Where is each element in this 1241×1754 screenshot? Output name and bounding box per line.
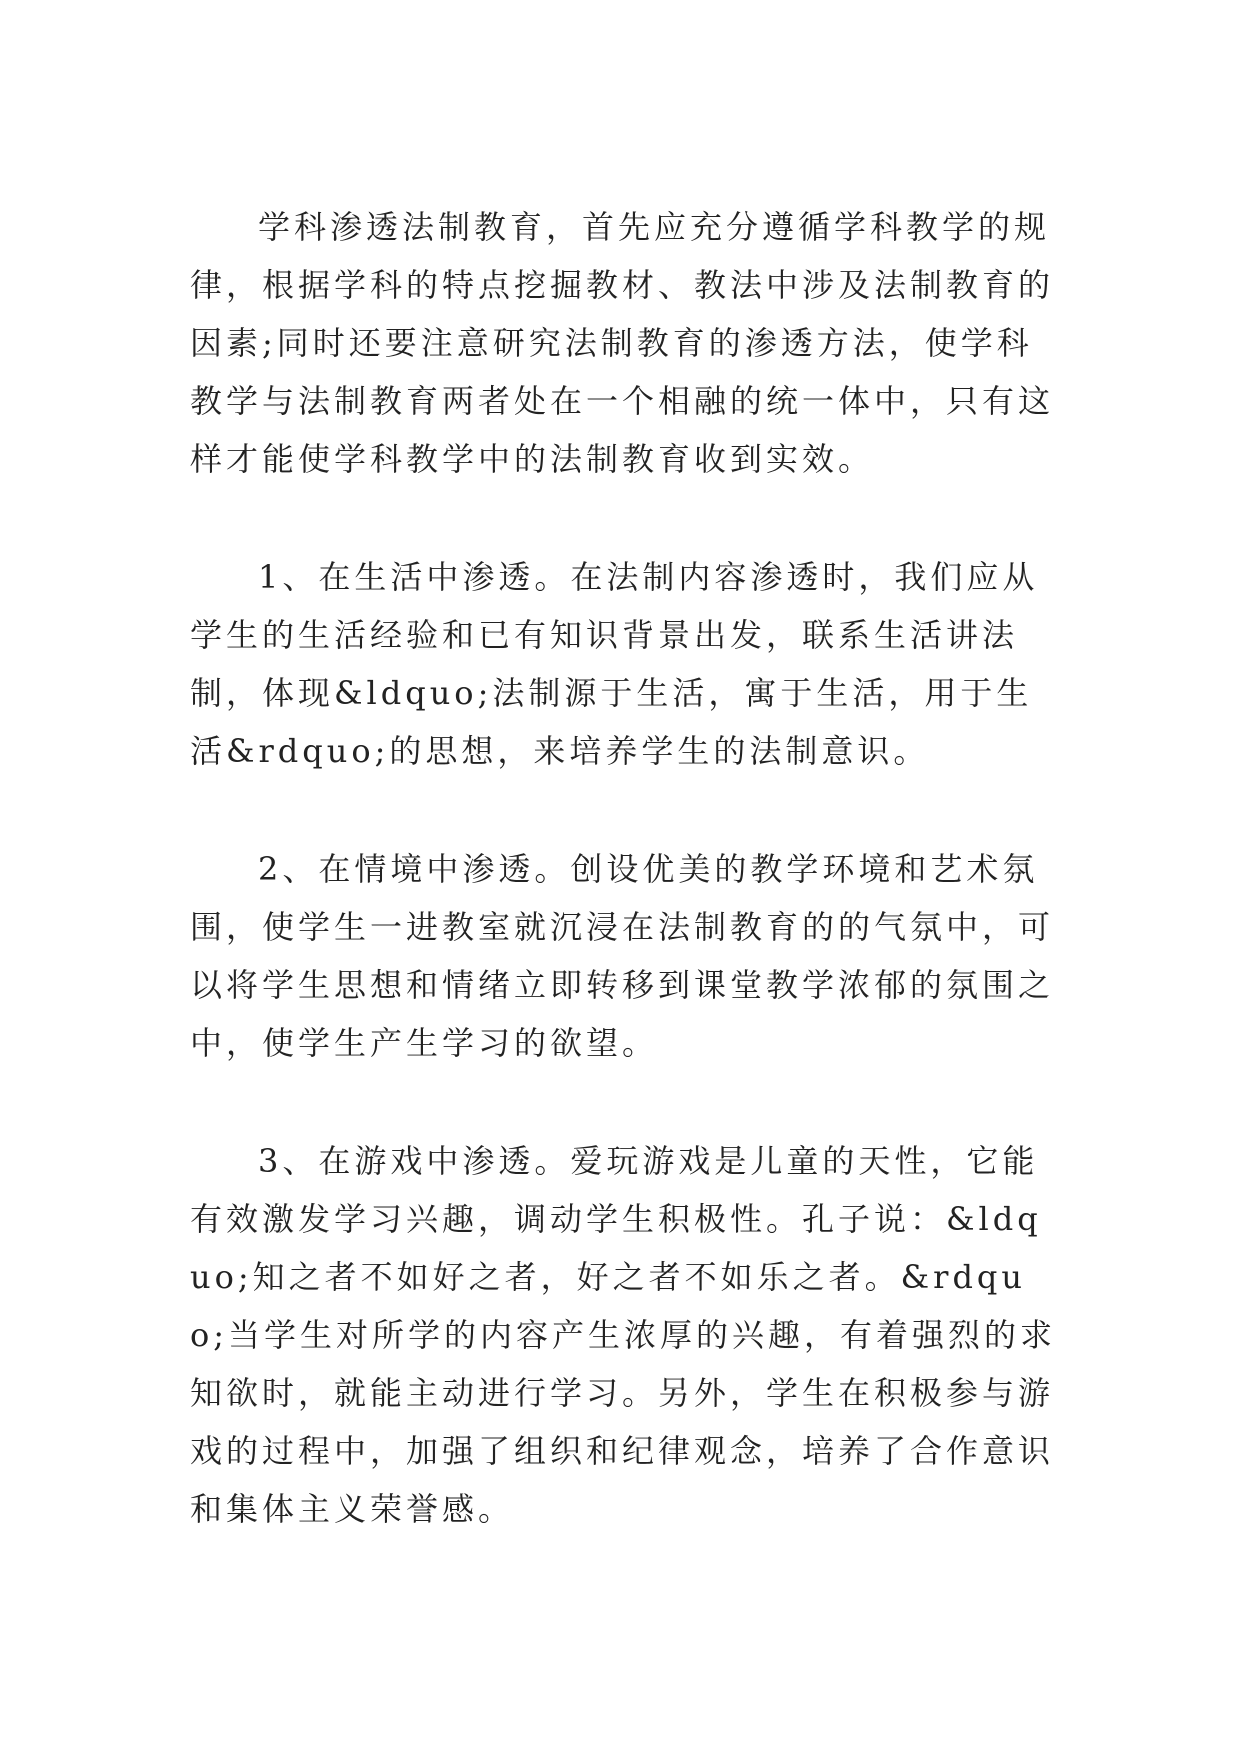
paragraph-intro: 学科渗透法制教育，首先应充分遵循学科教学的规律，根据学科的特点挖掘教材、教法中涉及法制教育的因素;同时还要注意研究法制教育的渗透方法，使学科教学与法制教育两者处在一个相融的统一体中，只有这样才能使学科教学中的法制教育收到实效。 (190, 208, 1055, 478)
paragraph-situation: 2、在情境中渗透。创设优美的教学环境和艺术氛围，使学生一进教室就沉浸在法制教育的的气氛中，可以将学生思想和情绪立即转移到课堂教学浓郁的氛围之中，使学生产生学习的欲望。 (190, 850, 1055, 1062)
paragraph-game: 3、在游戏中渗透。爱玩游戏是儿童的天性，它能有效激发学习兴趣，调动学生积极性。孔子说：&ldquo;知之者不如好之者，好之者不如乐之者。&rdquo;当学生对所学的内容产生浓厚的兴趣，有着强烈的求知欲时，就能主动进行学习。另外，学生在积极参与游戏的过程中，加强了组织和纪律观念，培养了合作意识和集体主义荣誉感。 (190, 1142, 1057, 1528)
document-body (190, 198, 1060, 1598)
paragraph-life: 1、在生活中渗透。在法制内容渗透时，我们应从学生的生活经验和已有知识背景出发，联系生活讲法制，体现&ldquo;法制源于生活，寓于生活，用于生活&rdquo;的思想，来培养学生的法制意识。 (190, 558, 1039, 770)
